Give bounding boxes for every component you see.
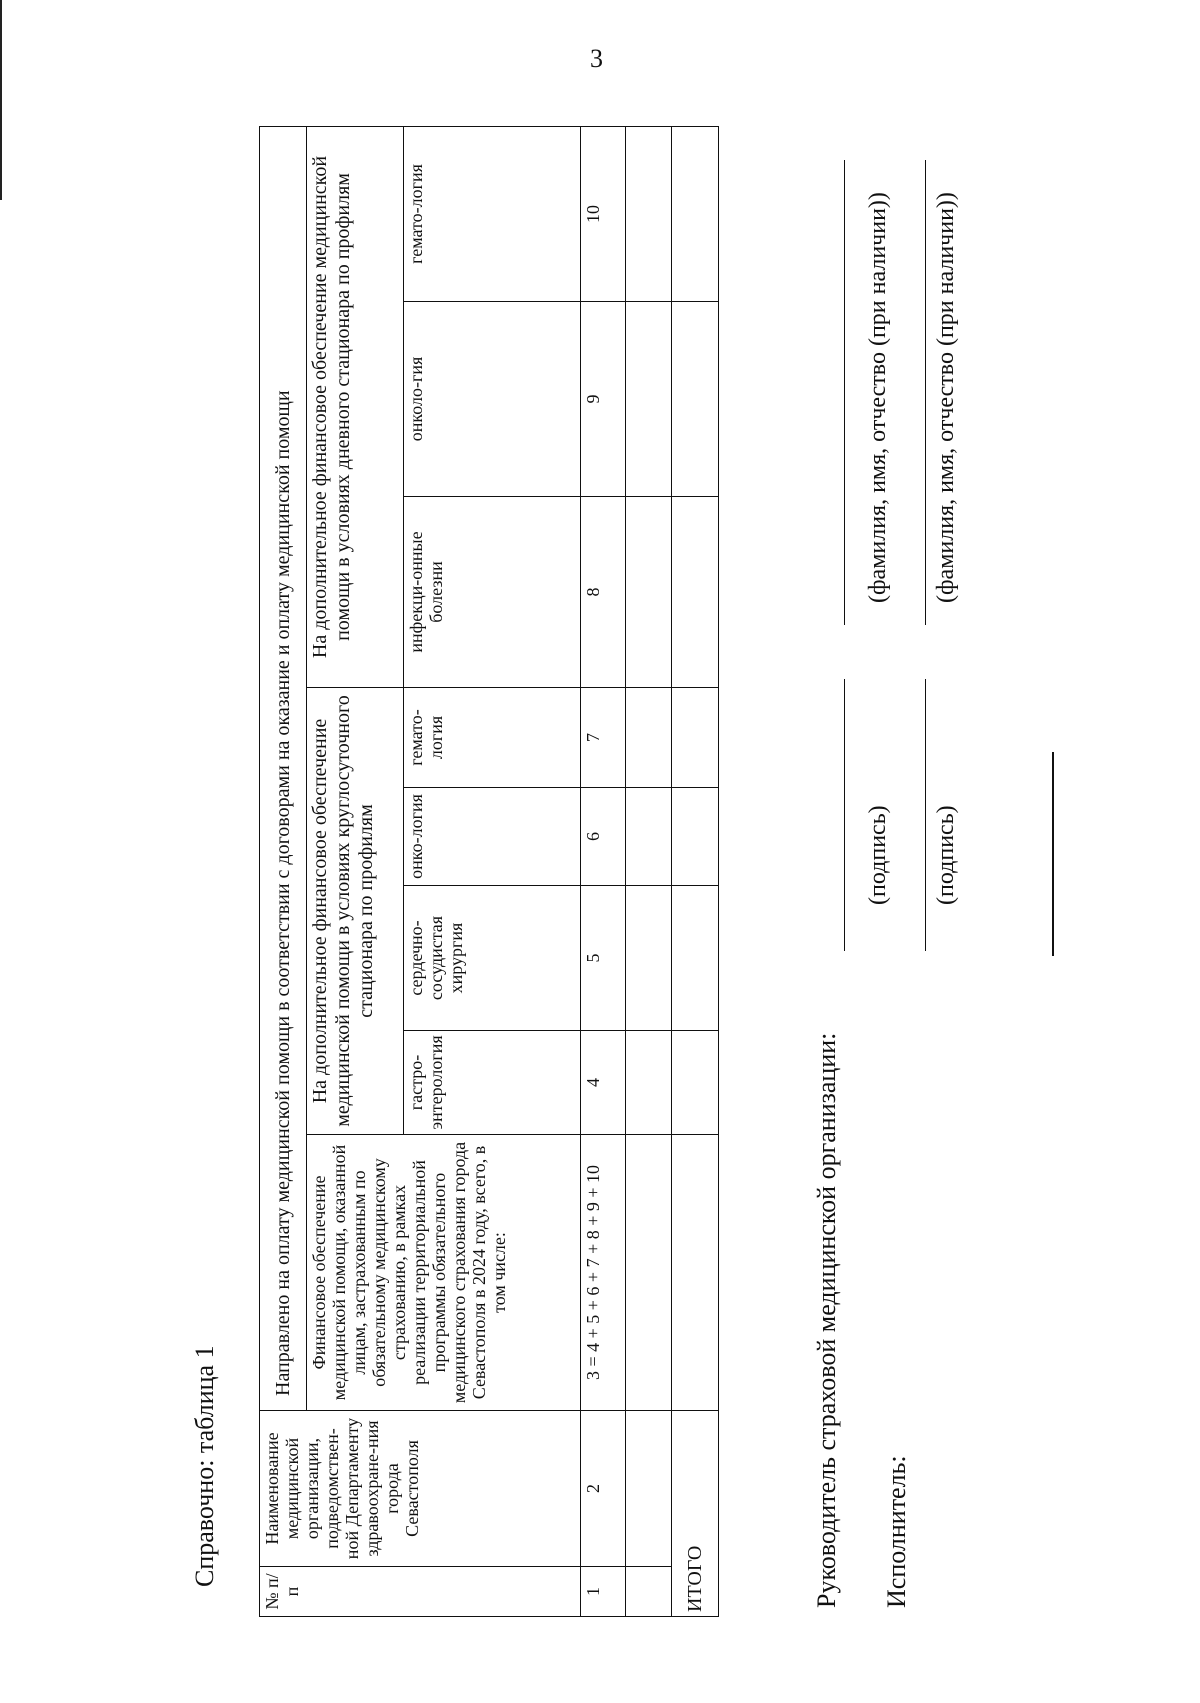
table-cell [672, 886, 719, 1031]
column-number: 10 [580, 127, 626, 302]
header-organization: Наименование медицинской организации, подведомствен-ной Департаменту здравоохране-ния города Севастополя [262, 1417, 422, 1560]
table-cell [672, 1135, 719, 1411]
column-number: 7 [580, 688, 626, 788]
funding-table [259, 126, 719, 1617]
column-number: 4 [580, 1031, 626, 1135]
head-signature-label: Руководитель страховой медицинской организации: [812, 1032, 841, 1608]
header-total-cell [306, 1135, 580, 1411]
table-cell [626, 1411, 672, 1567]
profile-oncology-round: онко-логия [405, 794, 426, 879]
header-org-cell [260, 1411, 581, 1567]
executor-signature-line [925, 679, 926, 951]
head-name-hint: (фамилия, имя, отчество (при наличии)) [865, 192, 891, 603]
header-round-group-text: На дополнительное финансовое обеспечение медицинской помощи в условиях круглосуточного стационара по профилям [308, 695, 377, 1127]
profile-cell [403, 127, 580, 302]
column-number: 5 [580, 886, 626, 1031]
page-number: 3 [590, 44, 603, 73]
column-number: 1 [580, 1567, 626, 1617]
head-signature-hint: (подпись) [865, 805, 891, 905]
profile-cell [403, 302, 580, 497]
profile-cell [403, 497, 580, 688]
profile-cell [403, 788, 580, 886]
table-cell [672, 302, 719, 497]
header-day-group [306, 127, 403, 688]
table-cell [672, 688, 719, 788]
column-number: 6 [580, 788, 626, 886]
table-cell [672, 497, 719, 688]
column-number: 2 [580, 1411, 626, 1567]
header-top-group [260, 127, 307, 1411]
executor-signature-hint: (подпись) [933, 805, 959, 905]
executor-name-line [925, 160, 926, 625]
header-day-group-text: На дополнительное финансовое обеспечение медицинской помощи в условиях дневного стационара по профилям [308, 155, 354, 659]
header-number: № п/п [262, 1573, 302, 1610]
table-cell [626, 1567, 672, 1617]
table-cell [626, 688, 672, 788]
column-numbers-row [580, 127, 626, 1617]
header-total: Финансовое обеспечение медицинской помощи, оказанной лицам, застрахованным по обязательному медицинскому страхованию, в рамках реализации территориальной программы обязательного медицинского страхования города Севастополя в 2024 году, всего, в том числе: [308, 1141, 509, 1404]
table-cell [626, 1135, 672, 1411]
table-cell [626, 497, 672, 688]
profile-cell [403, 688, 580, 788]
table-cell [626, 127, 672, 302]
profile-cardiovascular-surgery: сердечно-сосудистая хирургия [405, 915, 466, 1001]
table-cell [626, 886, 672, 1031]
table-cell [672, 788, 719, 886]
profile-hematology-round: гемато-логия [405, 709, 446, 766]
executor-name-hint: (фамилия, имя, отчество (при наличии)) [933, 192, 959, 603]
profile-cell [403, 886, 580, 1031]
table-cell [626, 1031, 672, 1135]
column-number: 9 [580, 302, 626, 497]
table-row [626, 127, 672, 1617]
table-cell [626, 788, 672, 886]
profile-oncology-day: онколо-гия [405, 356, 426, 442]
table-cell [626, 302, 672, 497]
head-name-line [844, 160, 845, 625]
head-signature-line [844, 679, 845, 951]
table-cell [672, 1031, 719, 1135]
column-number-formula: 3 = 4 + 5 + 6 + 7 + 8 + 9 + 10 [580, 1135, 626, 1411]
executor-label: Исполнитель: [882, 1455, 911, 1608]
profile-gastroenterology: гастро-энтерология [405, 1035, 446, 1130]
total-label: ИТОГО [672, 1411, 719, 1617]
table-caption: Справочно: таблица 1 [190, 1345, 219, 1587]
total-row [672, 127, 719, 1617]
profile-hematology-day: гемато-логия [405, 164, 426, 264]
header-number-cell [260, 1567, 581, 1617]
profile-infectious-diseases: инфекци-онные болезни [405, 531, 446, 653]
column-number: 8 [580, 497, 626, 688]
profile-cell [403, 1031, 580, 1135]
header-top-group-text: Направлено на оплату медицинской помощи в соответствии с договорами на оказание и оплату медицинской помощи [271, 390, 294, 1396]
table-cell [672, 127, 719, 302]
header-round-group [306, 688, 403, 1135]
